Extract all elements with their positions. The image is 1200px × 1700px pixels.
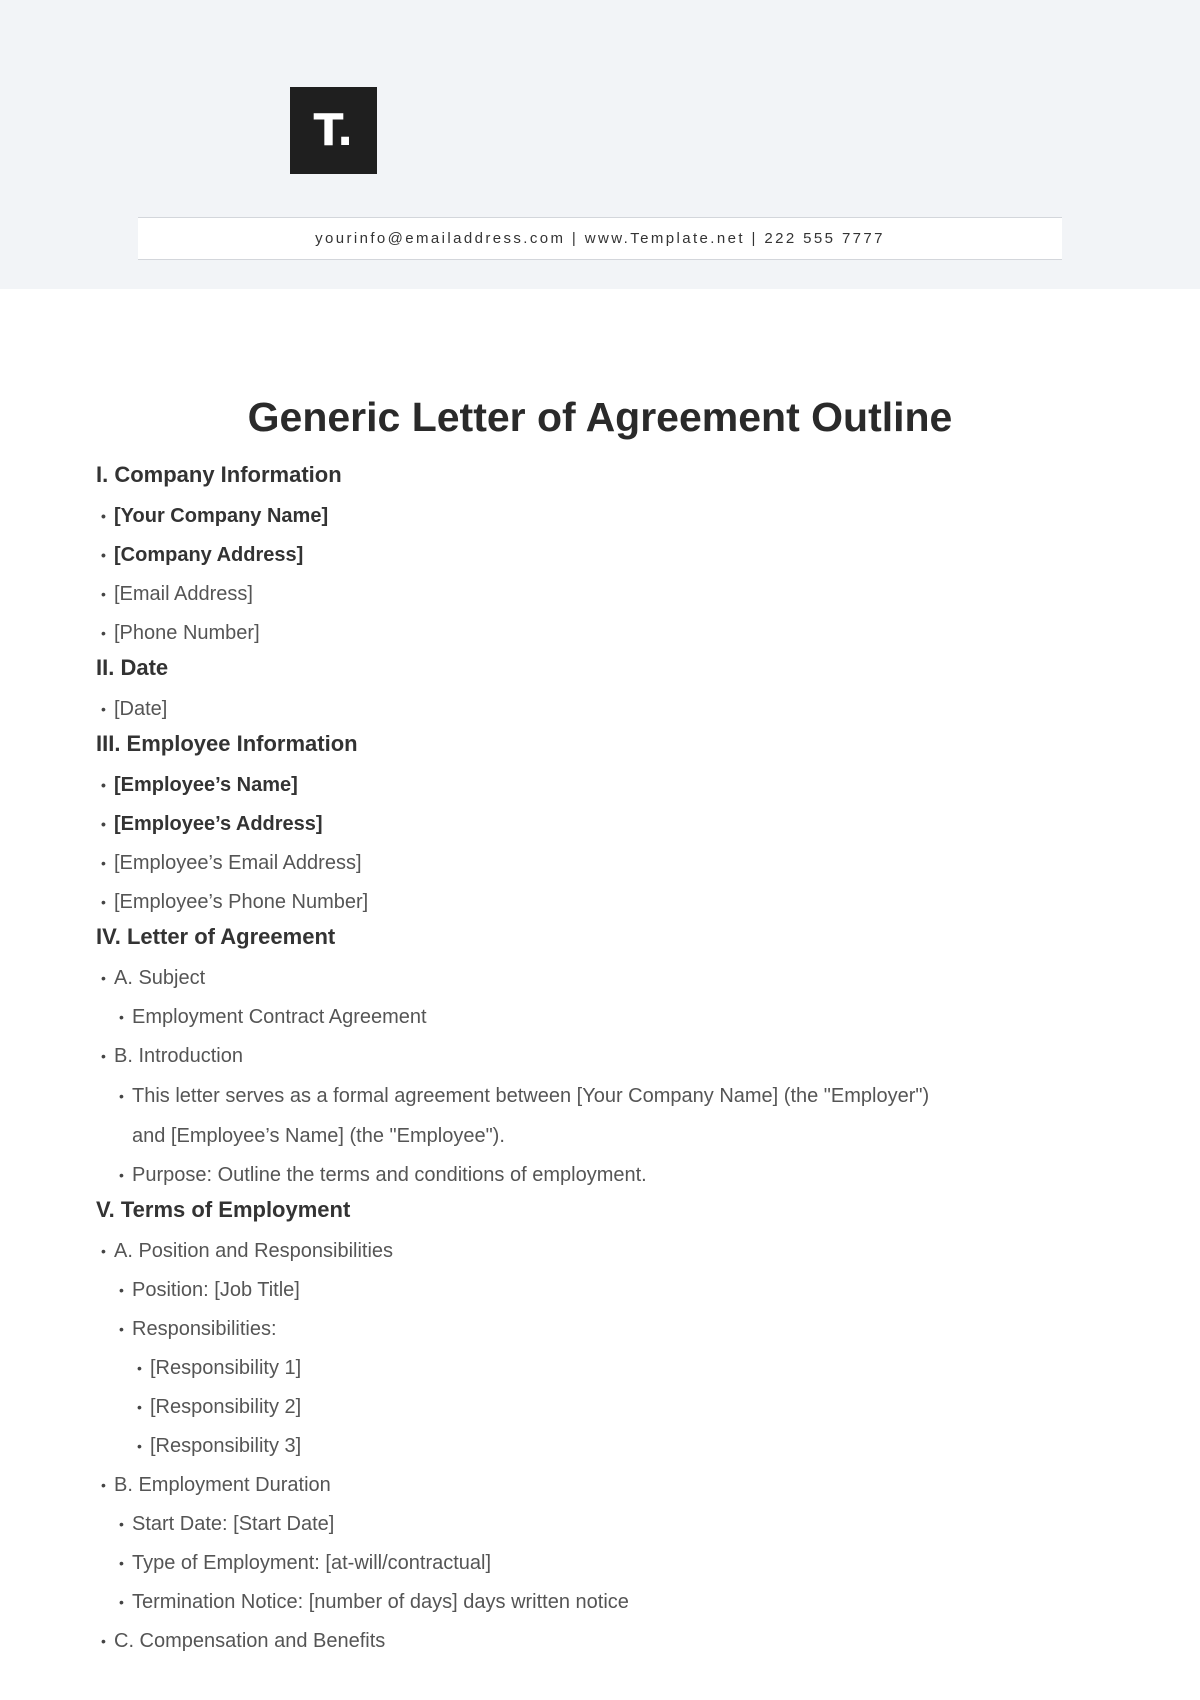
- list-item: • [Responsibility 3]: [132, 1427, 1116, 1466]
- section-company-information: [96, 460, 1116, 653]
- list-item: • Start Date: [Start Date]: [114, 1505, 1116, 1544]
- list-item: • This letter serves as a formal agreement between [Your Company Name] (the "Employer") and [Employee’s Name] (the "Employee").: [114, 1076, 962, 1156]
- list-item: • A. Position and Responsibilities: [96, 1232, 1116, 1271]
- list-item: • Purpose: Outline the terms and conditions of employment.: [114, 1156, 1116, 1195]
- list-item: • [Employee’s Name]: [96, 766, 1116, 805]
- section-heading: V. Terms of Employment: [96, 1197, 351, 1222]
- section-heading: I. Company Information: [96, 462, 342, 487]
- document-title: Generic Letter of Agreement Outline: [247, 394, 953, 440]
- list-item: • Termination Notice: [number of days] days written notice: [114, 1583, 1116, 1622]
- list-item: • B. Introduction: [96, 1037, 1116, 1076]
- list-item: • Responsibilities:: [114, 1310, 1116, 1349]
- list-item: • Position: [Job Title]: [114, 1271, 1116, 1310]
- list-item: • [Your Company Name]: [96, 497, 1116, 536]
- document-body: [96, 460, 1116, 1661]
- list-item: • [Email Address]: [96, 575, 1116, 614]
- list-item: • [Responsibility 1]: [132, 1349, 1116, 1388]
- list-item: • [Responsibility 2]: [132, 1388, 1116, 1427]
- letterhead: [0, 0, 1200, 289]
- list-item: • Type of Employment: [at-will/contractual]: [114, 1544, 1116, 1583]
- contact-info-bar: yourinfo@emailaddress.com | www.Template.net | 222 555 7777: [138, 217, 1062, 260]
- section-heading: II. Date: [96, 655, 169, 680]
- section-heading: III. Employee Information: [96, 731, 358, 756]
- list-item: • A. Subject: [96, 959, 1116, 998]
- list-item: • C. Compensation and Benefits: [96, 1622, 1116, 1661]
- list-item: • [Employee’s Email Address]: [96, 844, 1116, 883]
- list-item: • [Company Address]: [96, 536, 1116, 575]
- company-logo: T.: [290, 87, 377, 174]
- section-date: [96, 653, 1116, 729]
- list-item: • [Employee’s Phone Number]: [96, 883, 1116, 922]
- section-heading: IV. Letter of Agreement: [96, 924, 336, 949]
- section-employee-information: [96, 729, 1116, 922]
- list-item: • [Employee’s Address]: [96, 805, 1116, 844]
- section-terms-of-employment: [96, 1195, 1116, 1661]
- list-item: • [Phone Number]: [96, 614, 1116, 653]
- list-item: • B. Employment Duration: [96, 1466, 1116, 1505]
- section-letter-of-agreement: [96, 922, 1116, 1195]
- list-item: • Employment Contract Agreement: [114, 998, 1116, 1037]
- list-item: • [Date]: [96, 690, 1116, 729]
